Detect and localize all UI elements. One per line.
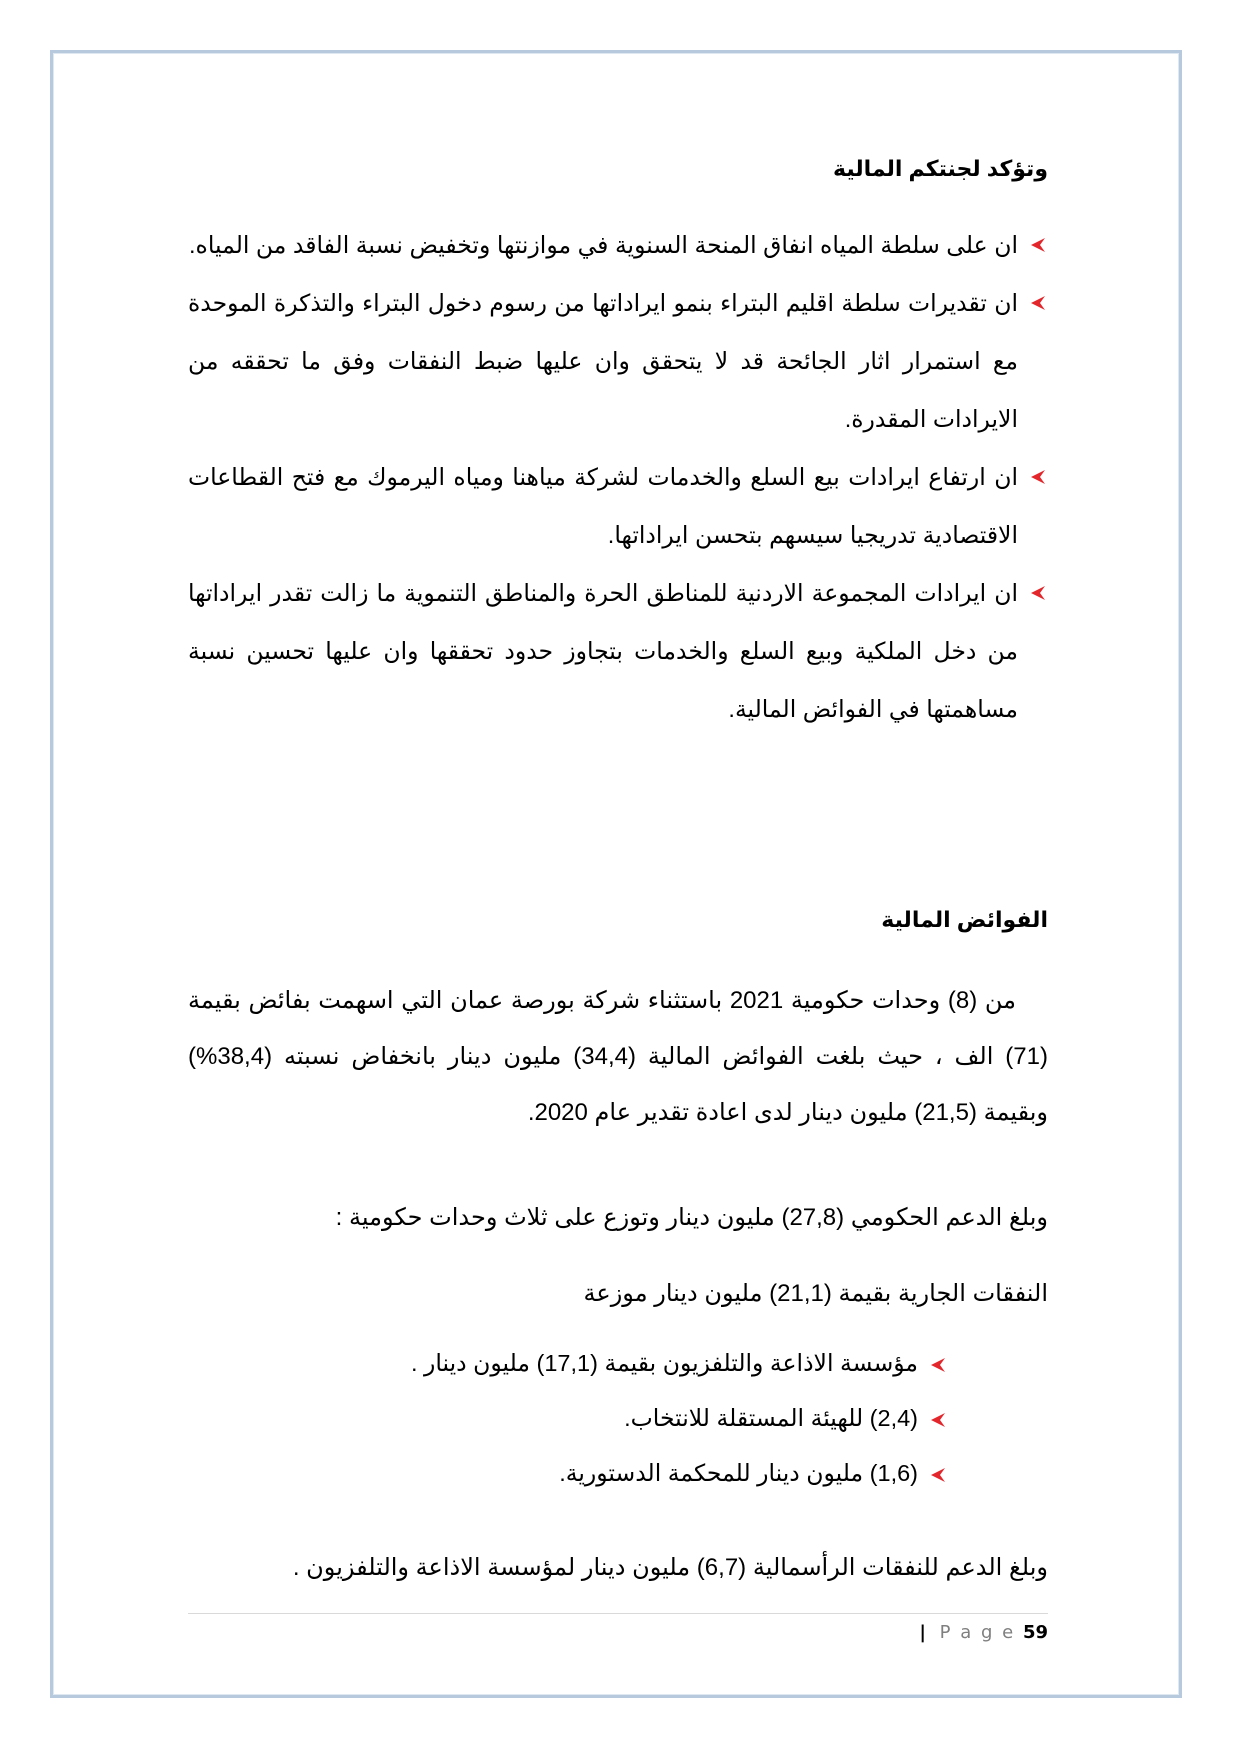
- paragraph-government-support: وبلغ الدعم الحكومي (27,8) مليون دينار وتوزع على ثلاث وحدات حكومية :: [335, 1204, 1048, 1231]
- arrow-bullet-icon: [1028, 274, 1048, 332]
- list-item-text: ان ارتفاع ايرادات بيع السلع والخدمات لشركة مياهنا ومياه اليرموك مع فتح القطاعات الاقتصادية تدريجيا سيسهم بتحسن ايراداتها.: [188, 464, 1018, 548]
- arrow-bullet-icon: [1028, 448, 1048, 506]
- page-number: 59: [1022, 1622, 1048, 1643]
- list-item-text: ان تقديرات سلطة اقليم البتراء بنمو ايراداتها من رسوم دخول البتراء والتذكرة الموحدة مع استمرار اثار الجائحة قد لا يتحقق وان عليها ضبط النفقات وفق ما تحققه من الايرادات المقدرة.: [188, 290, 1018, 432]
- list-item-text: ان ايرادات المجموعة الاردنية للمناطق الحرة والمناطق التنموية ما زالت تقدر ايراداتها من دخل الملكية وبيع السلع والخدمات بتجاوز حدود تحققها وان عليها تحسين نسبة مساهمتها في الفوائض المالية.: [188, 580, 1018, 722]
- arrow-bullet-icon: [928, 1446, 948, 1504]
- list-item: [188, 564, 1048, 738]
- list-item-text: (1,6) مليون دينار للمحكمة الدستورية.: [559, 1460, 918, 1486]
- list-item: [188, 274, 1048, 448]
- list-item: [188, 216, 1048, 274]
- list-item: [188, 1391, 948, 1446]
- list-item-text: ان على سلطة المياه انفاق المنحة السنوية في موازنتها وتخفيض نسبة الفاقد من المياه.: [189, 232, 1018, 258]
- section-title-committee: وتؤكد لجنتكم المالية: [833, 156, 1048, 181]
- section-title-surpluses: الفوائض المالية: [881, 907, 1048, 932]
- list-item-text: مؤسسة الاذاعة والتلفزيون بقيمة (17,1) مليون دينار .: [410, 1350, 918, 1376]
- list-item: [188, 1446, 948, 1501]
- page-label: P a g e: [939, 1622, 1016, 1643]
- distribution-list: [188, 1336, 948, 1501]
- recommendations-list: [188, 216, 1048, 738]
- paragraph-capital-expenses: وبلغ الدعم للنفقات الرأسمالية (6,7) مليون دينار لمؤسسة الاذاعة والتلفزيون .: [292, 1554, 1048, 1581]
- page-footer: [919, 1622, 1048, 1643]
- footer-separator: |: [919, 1622, 928, 1643]
- arrow-bullet-icon: [1028, 216, 1048, 274]
- footer-divider: [188, 1613, 1048, 1614]
- list-item: [188, 1336, 948, 1391]
- arrow-bullet-icon: [928, 1391, 948, 1449]
- paragraph-surpluses: من (8) وحدات حكومية 2021 باستثناء شركة بورصة عمان التي اسهمت بفائض بقيمة (71) الف ، حيث بلغت الفوائض المالية (34,4) مليون دينار بانخفاض نسبته (38,4%) وبقيمة (21,5) مليون دينار لدى اعادة تقدير عام 2020.: [188, 987, 1048, 1126]
- paragraph-current-expenses: النفقات الجارية بقيمة (21,1) مليون دينار موزعة: [583, 1280, 1048, 1307]
- arrow-bullet-icon: [1028, 564, 1048, 622]
- list-item: [188, 448, 1048, 564]
- arrow-bullet-icon: [928, 1336, 948, 1394]
- list-item-text: (2,4) للهيئة المستقلة للانتخاب.: [624, 1405, 918, 1431]
